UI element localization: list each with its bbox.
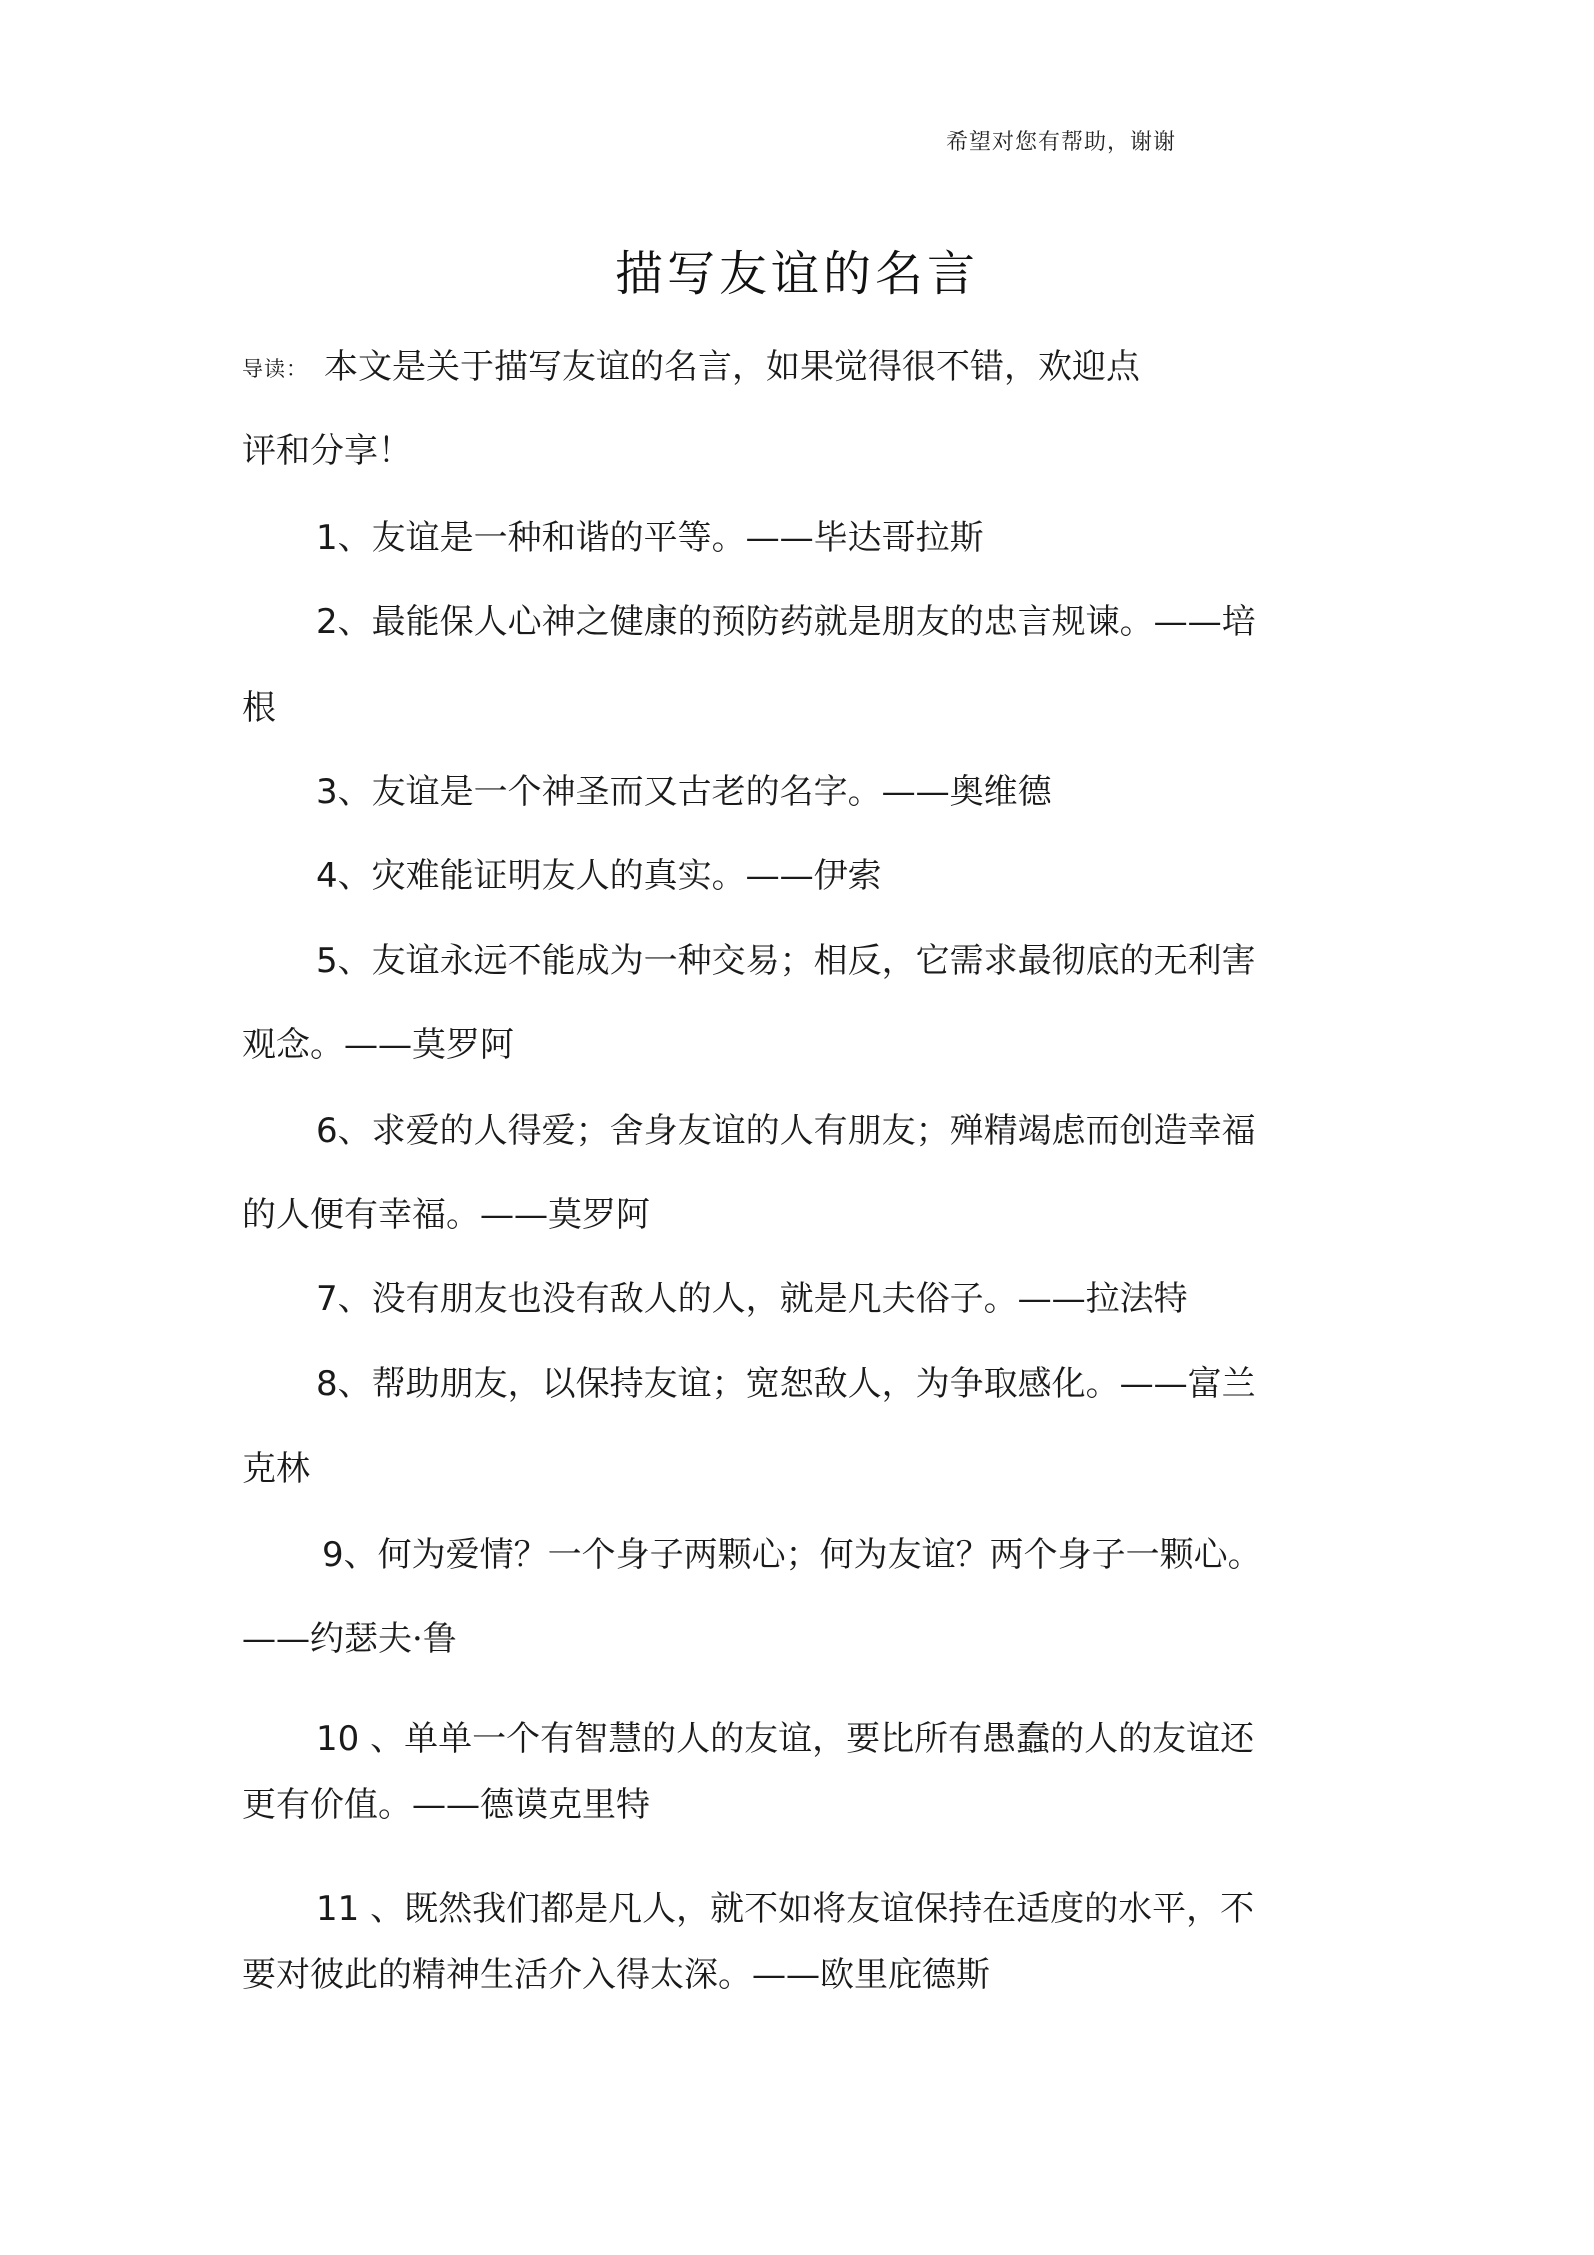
quote-text: 求爱的人得爱；舍身友谊的人有朋友；殚精竭虑而创造幸福 xyxy=(371,1111,1256,1151)
quote-1 xyxy=(316,515,984,561)
quote-text: 没有朋友也没有敌人的人，就是凡夫俗子。——拉法特 xyxy=(371,1279,1188,1319)
quote-10 xyxy=(316,1716,1254,1762)
header-note: 希望对您有帮助，谢谢 xyxy=(946,130,1177,155)
quote-5-continuation: 观念。——莫罗阿 xyxy=(242,1025,514,1065)
quote-number: 9、 xyxy=(322,1535,378,1575)
lead-label: 导读： xyxy=(242,357,308,381)
quote-5 xyxy=(316,938,1256,984)
quote-text: 最能保人心神之健康的预防药就是朋友的忠言规谏。——培 xyxy=(371,602,1256,642)
quote-text: 帮助朋友，以保持友谊；宽恕敌人，为争取感化。——富兰 xyxy=(371,1364,1256,1404)
quote-text: 单单一个有智慧的人的友谊，要比所有愚蠢的人的友谊还 xyxy=(404,1719,1255,1759)
quote-text: 灾难能证明友人的真实。——伊索 xyxy=(371,856,882,896)
quote-number: 1、 xyxy=(316,518,372,558)
quote-number: 10 、 xyxy=(316,1719,405,1759)
quote-number: 2、 xyxy=(316,602,372,642)
quote-4 xyxy=(316,853,882,899)
quote-number: 11 、 xyxy=(316,1889,405,1929)
quote-2-continuation: 根 xyxy=(242,688,276,728)
quote-9 xyxy=(322,1532,1262,1578)
quote-11-continuation: 要对彼此的精神生活介入得太深。——欧里庇德斯 xyxy=(242,1955,990,1995)
quote-number: 3、 xyxy=(316,772,372,812)
quote-6-continuation: 的人便有幸福。——莫罗阿 xyxy=(242,1195,650,1235)
quote-text: 友谊是一种和谐的平等。——毕达哥拉斯 xyxy=(371,518,984,558)
quote-text: 友谊永远不能成为一种交易；相反，它需求最彻底的无利害 xyxy=(371,941,1256,981)
page-title: 描写友谊的名言 xyxy=(614,246,979,302)
quote-7 xyxy=(316,1276,1188,1322)
quote-6 xyxy=(316,1108,1256,1154)
quote-number: 6、 xyxy=(316,1111,372,1151)
quote-number: 5、 xyxy=(316,941,372,981)
quote-9-continuation: ——约瑟夫·鲁 xyxy=(242,1619,457,1659)
quote-8-continuation: 克林 xyxy=(242,1449,310,1489)
lead-text-1: 本文是关于描写友谊的名言，如果觉得很不错，欢迎点 xyxy=(324,347,1140,387)
quote-number: 7、 xyxy=(316,1279,372,1319)
quote-number: 4、 xyxy=(316,856,372,896)
quote-11 xyxy=(316,1886,1254,1932)
quote-10-continuation: 更有价值。——德谟克里特 xyxy=(242,1785,650,1825)
quote-text: 友谊是一个神圣而又古老的名字。——奥维德 xyxy=(371,772,1052,812)
lead-paragraph-line-1 xyxy=(242,344,1140,392)
quote-2 xyxy=(316,599,1256,645)
quote-3 xyxy=(316,769,1052,815)
quote-8 xyxy=(316,1361,1256,1407)
quote-text: 何为爱情？一个身子两颗心；何为友谊？两个身子一颗心。 xyxy=(377,1535,1262,1575)
quote-number: 8、 xyxy=(316,1364,372,1404)
lead-paragraph-line-2: 评和分享！ xyxy=(242,431,412,471)
quote-text: 既然我们都是凡人，就不如将友谊保持在适度的水平，不 xyxy=(404,1889,1255,1929)
